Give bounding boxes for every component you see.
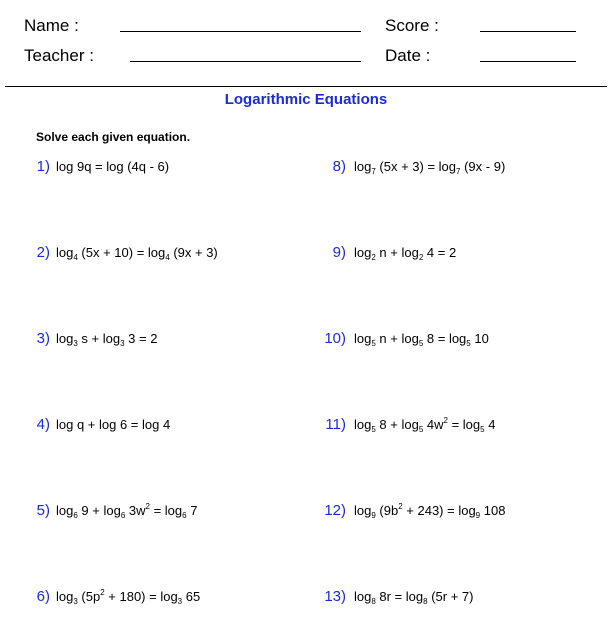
name-blank-line[interactable] bbox=[120, 31, 361, 32]
problem-8 bbox=[322, 158, 505, 176]
problem-equation: $\log_6 9 + \log_6 3w^2 = \log_6 7$ bbox=[56, 502, 198, 520]
score-blank-line[interactable] bbox=[480, 31, 576, 32]
problem-equation: $\log_5 n + \log_5 8 = \log_5 10$ bbox=[354, 331, 489, 348]
problem-equation: log 9q = log (4q - 6) bbox=[56, 159, 170, 174]
problem-12 bbox=[322, 502, 505, 520]
problem-number: 4) bbox=[36, 416, 50, 433]
problem-number: 13) bbox=[324, 588, 346, 605]
problem-5 bbox=[30, 502, 197, 520]
problem-11 bbox=[322, 416, 495, 434]
problem-number: 5) bbox=[36, 502, 50, 519]
problem-2 bbox=[30, 244, 218, 262]
problem-number: 2) bbox=[36, 244, 50, 261]
date-blank-line[interactable] bbox=[480, 61, 576, 62]
problem-9 bbox=[322, 244, 456, 262]
worksheet-title: Logarithmic Equations bbox=[224, 91, 388, 108]
teacher-blank-line[interactable] bbox=[130, 61, 361, 62]
date-label: Date : bbox=[385, 46, 431, 65]
problem-6 bbox=[30, 588, 200, 606]
problem-equation: $\log_3 s + \log_3 3 = 2$ bbox=[56, 331, 158, 348]
problem-number: 8) bbox=[332, 158, 346, 175]
problem-equation: $\log_8 8r = \log_8 (5r + 7)$ bbox=[354, 589, 474, 606]
problem-number: 11) bbox=[325, 416, 346, 433]
problem-equation: $\log_9 (9b^2 + 243) = \log_9 108$ bbox=[354, 502, 506, 520]
problem-equation: $\log_2 n + \log_2 4 = 2$ bbox=[354, 245, 457, 262]
problem-number: 3) bbox=[36, 330, 50, 347]
problem-equation: $\log_3 (5p^2 + 180) = \log_3 65$ bbox=[56, 588, 201, 606]
name-label: Name : bbox=[24, 16, 79, 35]
problem-number: 10) bbox=[324, 330, 346, 347]
problem-equation: $\log_5 8 + \log_5 4w^2 = \log_5 4$ bbox=[354, 416, 496, 434]
problem-1 bbox=[30, 158, 169, 175]
problem-4 bbox=[30, 416, 170, 433]
instructions: Solve each given equation. bbox=[36, 130, 191, 144]
problem-number: 12) bbox=[324, 502, 346, 519]
problem-equation: log q + log 6 = log 4 bbox=[56, 417, 171, 432]
teacher-label: Teacher : bbox=[24, 46, 94, 65]
problem-number: 9) bbox=[332, 244, 346, 261]
problem-10 bbox=[322, 330, 489, 348]
problem-3 bbox=[30, 330, 157, 348]
problem-equation: $\log_7 (5x + 3) = \log_7 (9x - 9)$ bbox=[354, 159, 506, 176]
problem-number: 1) bbox=[36, 158, 50, 175]
problem-number: 6) bbox=[36, 588, 50, 605]
score-label: Score : bbox=[385, 16, 439, 35]
problem-13 bbox=[322, 588, 473, 606]
header-divider bbox=[5, 86, 607, 87]
problem-equation: $\log_4 (5x + 10) = \log_4 (9x + 3)$ bbox=[56, 245, 218, 262]
